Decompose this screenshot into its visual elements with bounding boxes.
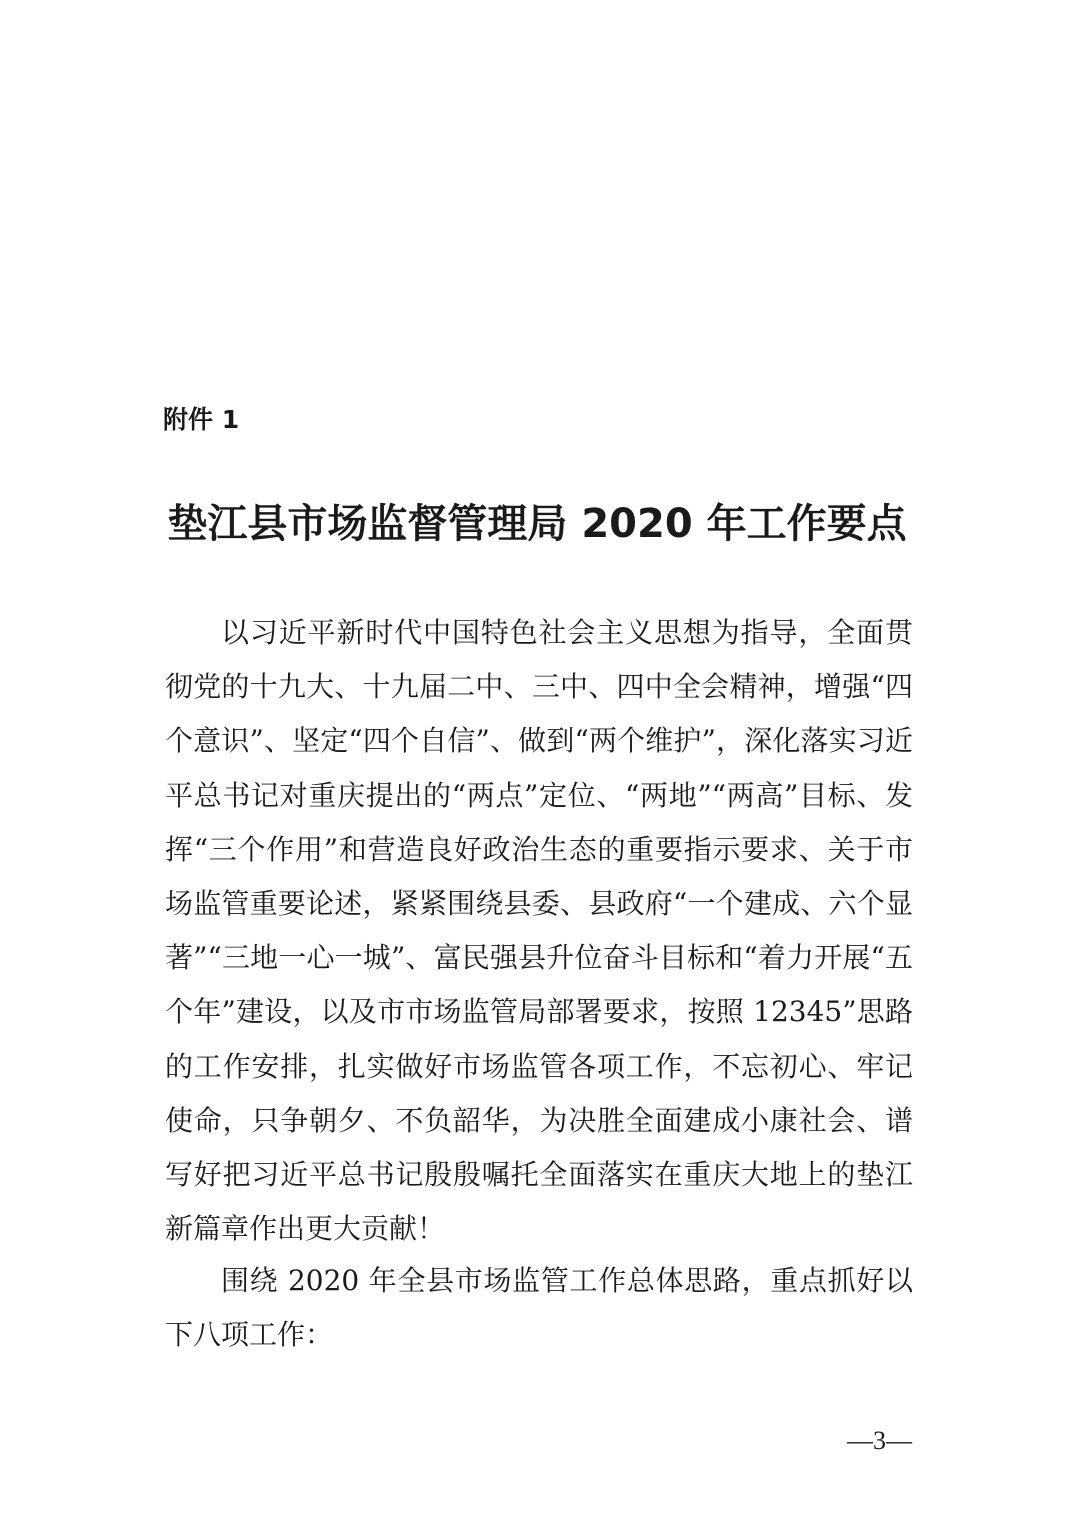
body-paragraph-focus: 围绕 2020 年全县市场监管工作总体思路，重点抓好以下八项工作： [165,1264,913,1352]
body-paragraph-intro: 以习近平新时代中国特色社会主义思想为指导，全面贯彻党的十九大、十九届二中、三中、四中全会精神，增强“四个意识”、坚定“四个自信”、做到“两个维护”，深化落实习近平总书记对重庆提出的“两点”定位、“两地”“两高”目标、发挥“三个作用”和营造良好政治生态的重要指示要求、关于市场监管重要论述，紧紧围绕县委、县政府“一个建成、六个显著”“三地一心一城”、富民强县升位奋斗目标和“着力开展“五个年”建设，以及市市场监管局部署要求，按照 12345”思路的工作安排，扎实做好市场监管各项工作，不忘初心、牢记使命，只争朝夕、不负韶华，为决胜全面建成小康社会、谱写好把习近平总书记殷殷嘱托全面落实在重庆大地上的垫江新篇章作出更大贡献！ [165,616,913,1246]
page-number: —3— [847,1426,912,1455]
attachment-label: 附件 1 [163,405,240,434]
document-title: 垫江县市场监督管理局 2020 年工作要点 [167,501,907,547]
